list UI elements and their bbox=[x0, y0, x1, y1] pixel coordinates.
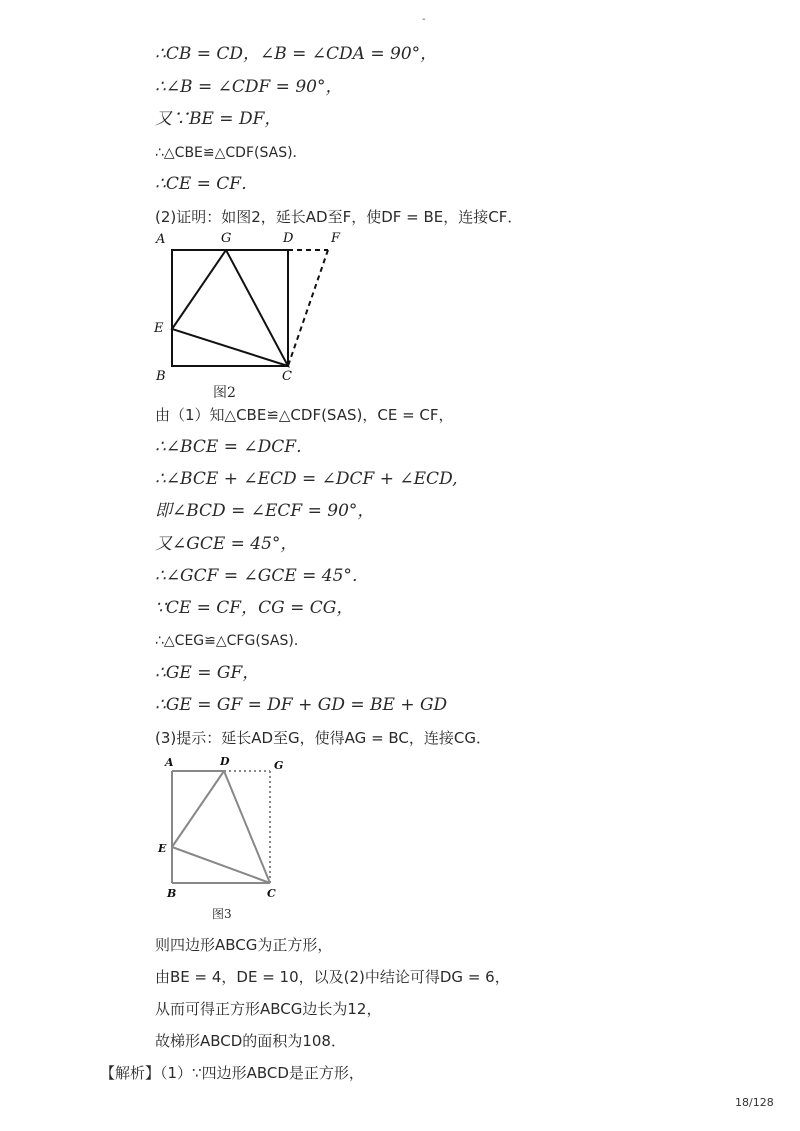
proof-line-2: ∴∠B = ∠CDF = 90°， bbox=[155, 77, 343, 97]
fig3-label-c: C bbox=[267, 887, 276, 900]
figure-3-caption: 图3 bbox=[212, 907, 232, 921]
proof2-line-3: ∴∠BCE + ∠ECD = ∠DCF + ∠ECD, bbox=[155, 469, 458, 489]
analysis-line: 【解析】（1）∵四边形ABCD是正方形， bbox=[100, 1064, 364, 1082]
part2-intro: (2)证明：如图2，延长AD至F，使DF = BE，连接CF． bbox=[155, 208, 523, 226]
header-mark: - bbox=[422, 14, 426, 25]
fig3-label-a: A bbox=[165, 756, 174, 769]
part3-line-3: 从而可得正方形ABCG边长为12， bbox=[155, 1000, 382, 1018]
proof2-line-7: ∵CE = CF，CG = CG， bbox=[155, 598, 354, 618]
fig3-label-d: D bbox=[220, 755, 230, 768]
fig3-label-b: B bbox=[167, 887, 177, 900]
proof2-line-5: 又∠GCE = 45°， bbox=[155, 534, 298, 554]
proof-line-3: 又∵BE = DF， bbox=[155, 109, 282, 129]
figure-2-caption: 图2 bbox=[213, 385, 236, 401]
fig2-label-f: F bbox=[331, 231, 341, 246]
proof2-line-4: 即∠BCD = ∠ECF = 90°， bbox=[155, 501, 375, 521]
proof2-line-2: ∴∠BCE = ∠DCF． bbox=[155, 437, 314, 457]
part3-line-2: 由BE = 4，DE = 10，以及(2)中结论可得DG = 6， bbox=[155, 968, 510, 986]
proof2-line-1: 由（1）知△CBE≌△CDF(SAS)，CE = CF， bbox=[155, 406, 454, 424]
part3-line-4: 故梯形ABCD的面积为108． bbox=[155, 1032, 346, 1050]
figure-3 bbox=[155, 752, 295, 904]
proof-line-1: ∴CB = CD，∠B = ∠CDA = 90°， bbox=[155, 44, 438, 64]
proof-line-5: ∴CE = CF． bbox=[155, 174, 259, 194]
fig2-label-d: D bbox=[283, 231, 294, 246]
fig3-label-e: E bbox=[158, 842, 167, 855]
proof2-line-10: ∴GE = GF = DF + GD = BE + GD bbox=[155, 695, 448, 715]
fig2-label-e: E bbox=[154, 321, 164, 336]
fig2-label-b: B bbox=[156, 369, 166, 384]
proof2-line-9: ∴GE = GF， bbox=[155, 663, 260, 683]
fig2-label-g: G bbox=[221, 231, 232, 246]
part3-hint: (3)提示：延长AD至G，使得AG = BC，连接CG． bbox=[155, 729, 492, 747]
proof2-line-6: ∴∠GCF = ∠GCE = 45°． bbox=[155, 566, 369, 586]
fig3-label-g: G bbox=[274, 759, 284, 772]
proof2-line-8: ∴△CEG≌△CFG(SAS)． bbox=[155, 633, 308, 649]
page-number: 18/128 bbox=[735, 1096, 774, 1109]
figure-2-diagram bbox=[150, 228, 360, 388]
figure-3-diagram bbox=[155, 752, 295, 904]
fig2-label-c: C bbox=[282, 369, 292, 384]
fig2-label-a: A bbox=[156, 232, 166, 247]
figure-2 bbox=[150, 228, 360, 388]
part3-line-1: 则四边形ABCG为正方形， bbox=[155, 936, 333, 954]
proof-line-4: ∴△CBE≌△CDF(SAS)． bbox=[155, 145, 307, 161]
